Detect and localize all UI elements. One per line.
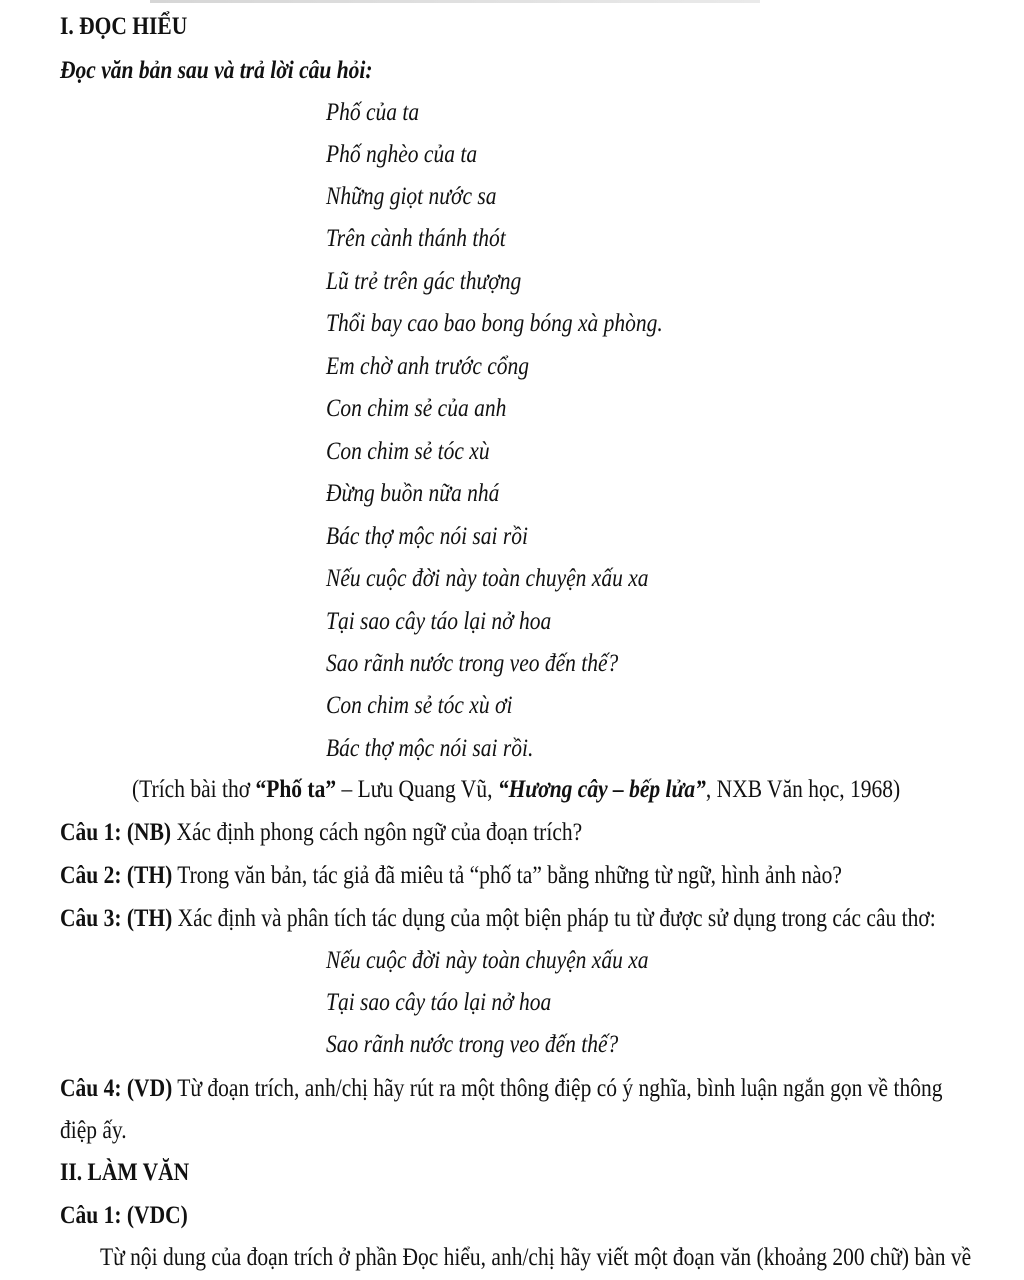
essay-question-1 [60,1201,188,1231]
question-2 [60,861,842,891]
poem-line: Lũ trẻ trên gác thượng [326,268,522,295]
poem-line: Sao rãnh nước trong veo đến thế? [326,650,619,677]
question-text: Trong văn bản, tác giả đã miêu tả “phố ta” bằng những từ ngữ, hình ảnh nào? [172,862,842,889]
poem-line: Em chờ anh trước cổng [326,353,530,380]
citation-prefix: (Trích bài thơ [132,776,256,803]
quoted-verse: Sao rãnh nước trong veo đến thế? [326,1031,619,1058]
section-1-heading: I. ĐỌC HIỂU [60,13,188,40]
question-label: Câu 1: (NB) [60,819,172,846]
poem-line: Thổi bay cao bao bong bóng xà phòng. [326,310,663,337]
quoted-verse: Nếu cuộc đời này toàn chuyện xấu xa [326,947,649,974]
essay-paragraph: Từ nội dung của đoạn trích ở phần Đọc hiểu, anh/chị hãy viết một đoạn văn (khoảng 200 chữ) bàn về [100,1244,972,1271]
poem-line: Đừng buồn nữa nhá [326,480,500,507]
reading-instruction: Đọc văn bản sau và trả lời câu hỏi: [60,57,373,84]
poem-line: Tại sao cây táo lại nở hoa [326,608,552,635]
citation-poem-title: “Phố ta” [255,776,337,803]
question-4-continuation: điệp ấy. [60,1117,127,1144]
question-1 [60,818,582,848]
question-label: Câu 4: (VD) [60,1075,173,1102]
section-2-heading: II. LÀM VĂN [60,1159,190,1186]
question-text: Xác định phong cách ngôn ngữ của đoạn trích? [171,819,583,846]
poem-line: Bác thợ mộc nói sai rồi. [326,735,534,762]
citation-author: – Lưu Quang Vũ, [336,776,498,803]
poem-line: Nếu cuộc đời này toàn chuyện xấu xa [326,565,649,592]
poem-line: Trên cành thánh thót [326,225,506,252]
poem-line: Con chim sẻ tóc xù [326,438,490,465]
poem-line: Những giọt nước sa [326,183,497,210]
question-label: Câu 2: (TH) [60,862,173,889]
poem-line: Bác thợ mộc nói sai rồi [326,523,528,550]
question-4 [60,1074,942,1104]
question-label: Câu 1: (VDC) [60,1202,188,1229]
question-text: Xác định và phân tích tác dụng của một biện pháp tu từ được sử dụng trong các câu thơ: [172,905,936,932]
quoted-verse: Tại sao cây táo lại nở hoa [326,989,552,1016]
citation-suffix: , NXB Văn học, 1968) [705,776,901,803]
top-divider [150,0,760,3]
poem-line: Con chim sẻ của anh [326,395,507,422]
poem-line: Phố của ta [326,99,420,126]
poem-line: Phố nghèo của ta [326,141,478,168]
poem-line: Con chim sẻ tóc xù ơi [326,692,513,719]
question-3 [60,904,936,934]
poem-citation [132,775,900,805]
citation-collection: “Hương cây – bếp lửa” [497,776,706,803]
question-text: Từ đoạn trích, anh/chị hãy rút ra một thông điệp có ý nghĩa, bình luận ngắn gọn về thông [172,1075,943,1102]
question-label: Câu 3: (TH) [60,905,173,932]
